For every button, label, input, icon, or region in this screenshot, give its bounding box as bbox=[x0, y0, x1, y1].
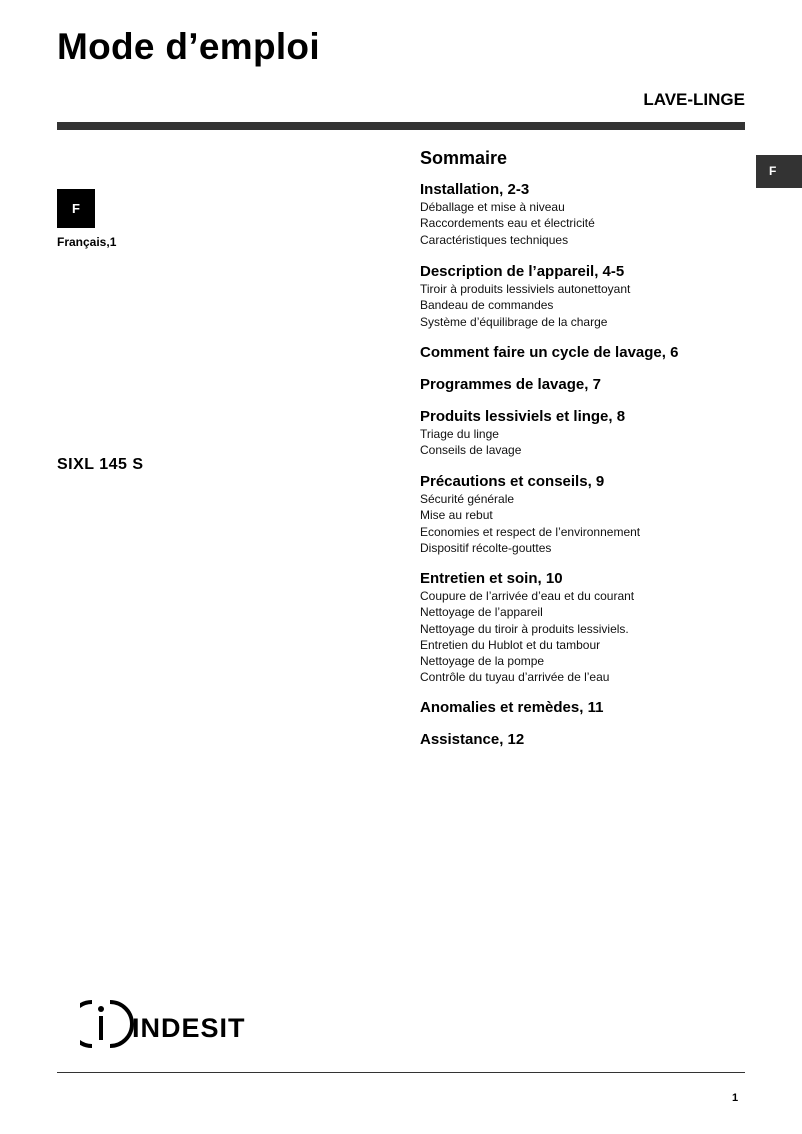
toc-item: Entretien du Hublot et du tambour bbox=[420, 637, 601, 652]
footer-rule bbox=[57, 1072, 745, 1073]
toc-item: Raccordements eau et électricité bbox=[420, 216, 595, 231]
toc-section bbox=[420, 263, 630, 330]
toc-section bbox=[420, 181, 595, 248]
toc-item: Nettoyage du tiroir à produits lessiviels. bbox=[420, 621, 629, 636]
brand-text: INDESIT bbox=[132, 1013, 246, 1043]
toc-section bbox=[420, 344, 678, 362]
toc-heading: Programmes de lavage, 7 bbox=[420, 376, 601, 393]
toc-section bbox=[420, 699, 603, 717]
toc-item: Caractéristiques techniques bbox=[420, 232, 569, 247]
document-title: Mode d’emploi bbox=[57, 26, 320, 67]
toc-item: Nettoyage de la pompe bbox=[420, 654, 545, 669]
language-label: Français,1 bbox=[57, 235, 117, 249]
header-rule bbox=[57, 122, 745, 130]
toc-title: Sommaire bbox=[420, 148, 508, 168]
toc-item: Triage du linge bbox=[420, 427, 499, 441]
product-type: LAVE-LINGE bbox=[643, 90, 745, 109]
toc-item: Tiroir à produits lessiviels autonettoyant bbox=[420, 282, 631, 296]
toc-item: Contrôle du tuyau d’arrivée de l’eau bbox=[420, 670, 610, 685]
toc-heading: Description de l’appareil, 4-5 bbox=[420, 263, 625, 280]
language-badge: F bbox=[57, 189, 95, 228]
toc-section bbox=[420, 408, 625, 459]
indesit-logo bbox=[80, 998, 270, 1055]
toc-heading: Précautions et conseils, 9 bbox=[420, 473, 605, 490]
toc-item: Système d’équilibrage de la charge bbox=[420, 314, 608, 329]
toc-section bbox=[420, 731, 524, 749]
toc-item: Coupure de l’arrivée d’eau et du courant bbox=[420, 589, 635, 603]
toc-heading: Produits lessiviels et linge, 8 bbox=[420, 408, 626, 425]
toc-section bbox=[420, 570, 634, 686]
toc-item: Déballage et mise à niveau bbox=[420, 200, 565, 214]
model-name: SIXL 145 S bbox=[57, 456, 144, 473]
toc-heading: Assistance, 12 bbox=[420, 731, 525, 748]
toc-heading: Comment faire un cycle de lavage, 6 bbox=[420, 344, 679, 361]
page-number: 1 bbox=[732, 1092, 739, 1104]
toc-item: Economies et respect de l’environnement bbox=[420, 524, 641, 539]
toc-item: Mise au rebut bbox=[420, 508, 493, 523]
toc-heading: Anomalies et remèdes, 11 bbox=[420, 699, 604, 716]
toc-heading: Entretien et soin, 10 bbox=[420, 570, 563, 587]
toc-heading: Installation, 2-3 bbox=[420, 181, 530, 198]
language-side-tab: F bbox=[756, 155, 802, 188]
toc-item: Dispositif récolte-gouttes bbox=[420, 540, 552, 555]
toc-item: Bandeau de commandes bbox=[420, 298, 554, 313]
toc-section bbox=[420, 473, 640, 556]
toc-item: Conseils de lavage bbox=[420, 443, 522, 458]
toc-item: Sécurité générale bbox=[420, 492, 515, 506]
toc-item: Nettoyage de l’appareil bbox=[420, 605, 543, 620]
toc-section bbox=[420, 376, 601, 394]
